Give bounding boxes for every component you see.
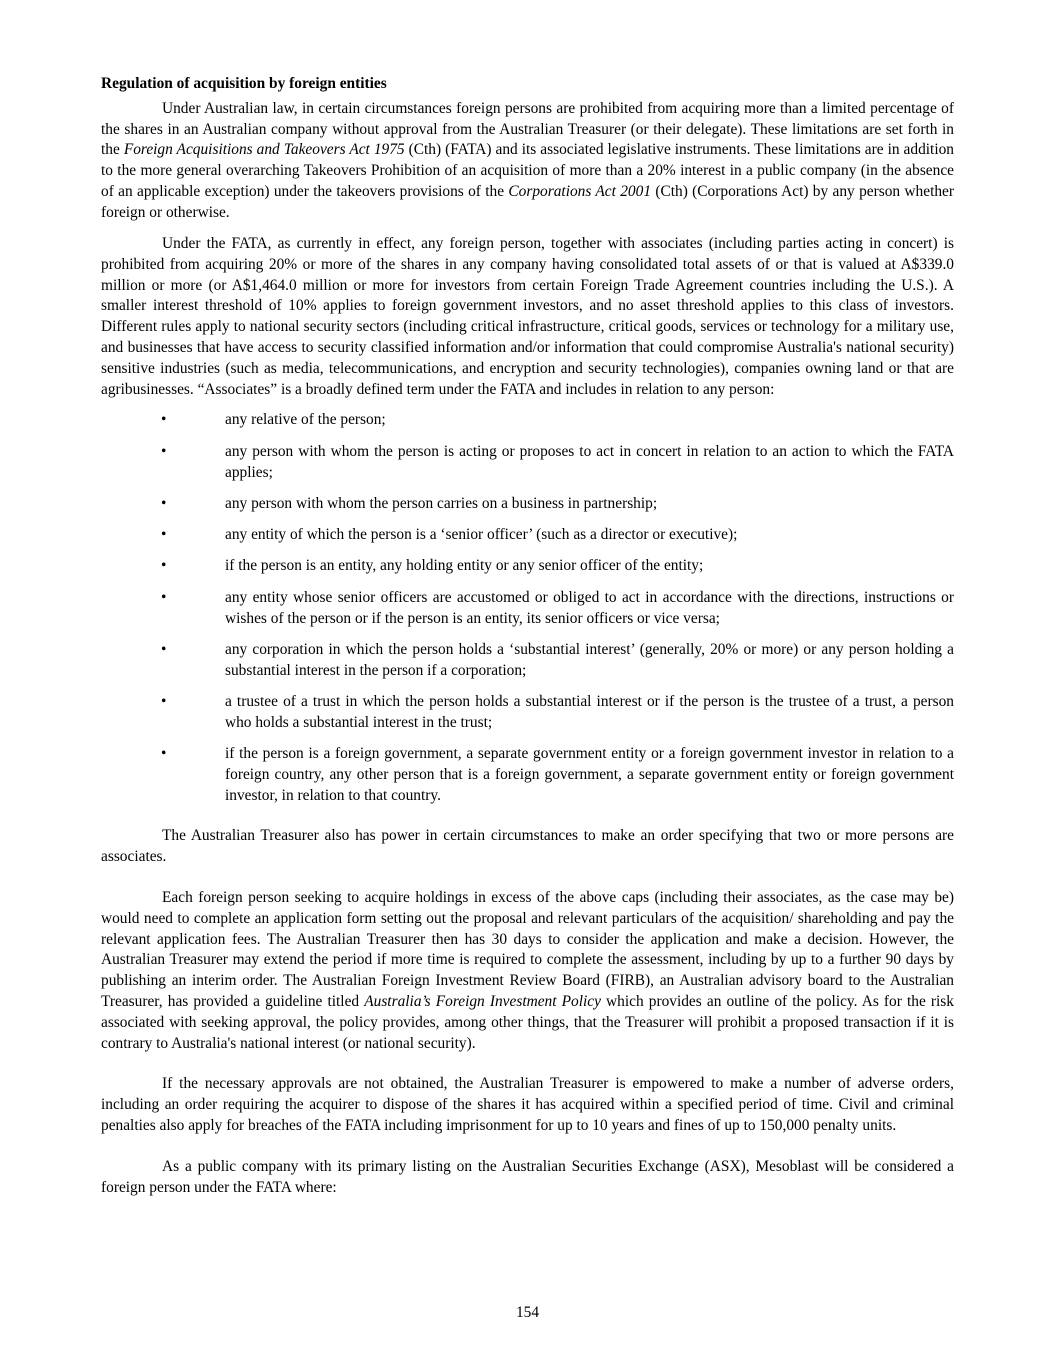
list-item-text: any person with whom the person is acting or proposes to act in concert in relation to an action to which the FATA applies; bbox=[225, 442, 954, 481]
list-item-text: any person with whom the person carries on a business in partnership; bbox=[225, 494, 658, 512]
bullet-icon: • bbox=[161, 640, 167, 658]
page-number: 154 bbox=[515, 1304, 540, 1321]
list-item bbox=[101, 525, 954, 546]
list-item bbox=[101, 442, 954, 484]
list-item bbox=[101, 588, 954, 630]
bullet-icon: • bbox=[161, 588, 167, 606]
list-item bbox=[101, 692, 954, 734]
text-run: Under Australian law, in certain circumstances foreign persons are prohibited from acquiring more than a limited percentage of the shares in an Australian company without approval from the Australian Treasurer (or their delegate). These limitations are set forth in the bbox=[101, 99, 954, 159]
associates-list bbox=[101, 410, 954, 806]
bullet-icon: • bbox=[161, 692, 167, 710]
italic-policy-title: Australia’s Foreign Investment Policy bbox=[364, 992, 601, 1010]
italic-act-title: Corporations Act 2001 bbox=[508, 182, 652, 200]
bullet-icon: • bbox=[161, 494, 167, 512]
list-item-text: a trustee of a trust in which the person holds a substantial interest or if the person is the trustee of a trust, a person who holds a substantial interest in the trust; bbox=[225, 692, 954, 731]
paragraph-fata-overview bbox=[101, 99, 954, 224]
list-item-text: any corporation in which the person holds a ‘substantial interest’ (generally, 20% or more) or any person holding a substantial interest in the person if a corporation; bbox=[225, 640, 954, 679]
paragraph-adverse-orders: If the necessary approvals are not obtained, the Australian Treasurer is empowered to make a number of adverse orders, including an order requiring the acquirer to dispose of the shares it has acquired within a specified period of time. Civil and criminal penalties also apply for breaches of the FATA including imprisonment for up to 10 years and fines of up to 150,000 penalty units. bbox=[101, 1075, 954, 1134]
paragraph-treasurer-power: The Australian Treasurer also has power in certain circumstances to make an order specifying that two or more persons are associates. bbox=[101, 827, 954, 866]
text-run: Each foreign person seeking to acquire holdings in excess of the above caps (including their associates, as the case may be) would need to complete an application form setting out the proposal and relevant particulars of the acquisition/ shareholding and pay the relevant application fees. The Australian Treasurer then has 30 days to consider the application and make a decision. However, the Australian Treasurer may extend the period if more time is required to complete the assessment, including by up to a further 90 days by publishing an interim order. The Australian Foreign Investment Review Board (FIRB), an Australian advisory board to the Australian Treasurer, has provided a guideline titled bbox=[101, 889, 954, 1010]
bullet-icon: • bbox=[161, 411, 167, 429]
list-item bbox=[101, 410, 954, 431]
list-item bbox=[101, 640, 954, 682]
section-heading: Regulation of acquisition by foreign entities bbox=[101, 75, 387, 92]
list-item bbox=[101, 744, 954, 806]
text-run: (Cth) (FATA) and its associated legislative instruments. These limitations are in addition to the more general overarching Takeovers Prohibition of an acquisition of more than a 20% interest in a public company (in the absence of an applicable exception) under the takeovers provisions of the bbox=[101, 141, 954, 200]
bullet-icon: • bbox=[161, 442, 167, 460]
list-item-text: if the person is an entity, any holding entity or any senior officer of the entity; bbox=[225, 557, 704, 575]
italic-act-title: Foreign Acquisitions and Takeovers Act 1975 bbox=[123, 141, 405, 159]
list-item-text: any entity of which the person is a ‘senior officer’ (such as a director or executive); bbox=[225, 526, 738, 544]
list-item-text: any relative of the person; bbox=[225, 411, 386, 429]
bullet-icon: • bbox=[161, 745, 167, 763]
bullet-icon: • bbox=[161, 557, 167, 575]
paragraph-mesoblast-foreign-person: As a public company with its primary listing on the Australian Securities Exchange (ASX), Mesoblast will be considered a foreign person under the FATA where: bbox=[101, 1157, 954, 1196]
paragraph-fata-thresholds: Under the FATA, as currently in effect, any foreign person, together with associates (including parties acting in concert) is prohibited from acquiring 20% or more of the shares in any company having consolidated total assets of or that is valued at A$339.0 million or more (or A$1,464.0 million or more for investors from certain Foreign Trade Agreement countries including the U.S.). A smaller interest threshold of 10% applies to foreign government investors, and no asset threshold applies to this class of investors. Different rules apply to national security sectors (including critical infrastructure, critical goods, services or technology for a military use, and businesses that have access to security classified information and/or information that could compromise Australia's national security) sensitive industries (such as media, telecommunications, and encryption and security technologies), companies owning land or that are agribusinesses. “Associates” is a broadly defined term under the FATA and includes in relation to any person: bbox=[101, 235, 954, 398]
text-run: (Cth) (Corporations Act) by any person whether foreign or otherwise. bbox=[101, 182, 954, 221]
list-item bbox=[101, 556, 954, 577]
paragraph-application-process bbox=[101, 888, 954, 1054]
list-item-text: any entity whose senior officers are accustomed or obliged to act in accordance with the directions, instructions or wishes of the person or if the person is an entity, its senior officers or vice versa; bbox=[225, 588, 954, 627]
list-item bbox=[101, 494, 954, 515]
document-body bbox=[101, 74, 954, 1198]
list-item-text: if the person is a foreign government, a separate government entity or a foreign government investor in relation to a foreign country, any other person that is a foreign government, a separate government entity or foreign government investor, in relation to that country. bbox=[225, 745, 954, 804]
text-run: which provides an outline of the policy. As for the risk associated with seeking approval, the policy provides, among other things, that the Treasurer will prohibit a proposed transaction if it is contrary to Australia's national interest (or national security). bbox=[101, 992, 954, 1052]
bullet-icon: • bbox=[161, 526, 167, 544]
